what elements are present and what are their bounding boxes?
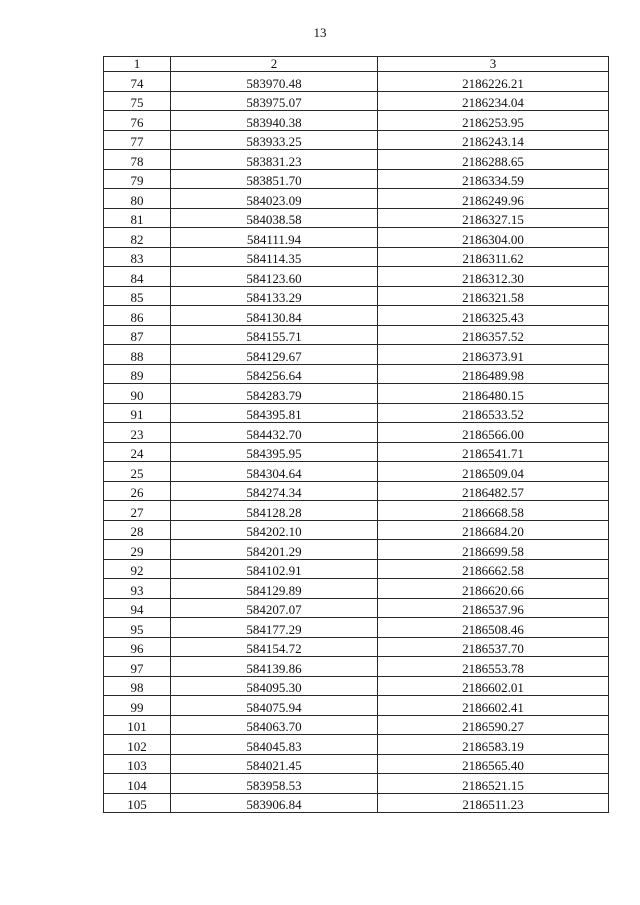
y-coordinate-cell: 2186288.65 <box>378 150 609 170</box>
y-coordinate-cell: 2186327.15 <box>378 208 609 228</box>
point-number-cell: 99 <box>104 696 171 716</box>
table-row <box>104 793 609 813</box>
column-header-1: 1 <box>104 57 171 72</box>
y-coordinate-cell: 2186508.46 <box>378 618 609 638</box>
point-number-cell: 81 <box>104 208 171 228</box>
x-coordinate-cell: 583851.70 <box>171 169 378 189</box>
point-number-cell: 78 <box>104 150 171 170</box>
y-coordinate-cell: 2186226.21 <box>378 72 609 92</box>
table-row <box>104 325 609 345</box>
point-number-cell: 88 <box>104 345 171 365</box>
x-coordinate-cell: 584114.35 <box>171 247 378 267</box>
point-number-cell: 83 <box>104 247 171 267</box>
y-coordinate-cell: 2186312.30 <box>378 267 609 287</box>
x-coordinate-cell: 584395.81 <box>171 403 378 423</box>
y-coordinate-cell: 2186590.27 <box>378 715 609 735</box>
table-row <box>104 540 609 560</box>
x-coordinate-cell: 583958.53 <box>171 774 378 794</box>
x-coordinate-cell: 584129.89 <box>171 579 378 599</box>
table-row <box>104 111 609 131</box>
column-header-2: 2 <box>171 57 378 72</box>
x-coordinate-cell: 584045.83 <box>171 735 378 755</box>
x-coordinate-cell: 584111.94 <box>171 228 378 248</box>
table-row <box>104 715 609 735</box>
page-number: 13 <box>313 25 327 40</box>
x-coordinate-cell: 584177.29 <box>171 618 378 638</box>
y-coordinate-cell: 2186521.15 <box>378 774 609 794</box>
x-coordinate-cell: 584130.84 <box>171 306 378 326</box>
x-coordinate-cell: 584283.79 <box>171 384 378 404</box>
y-coordinate-cell: 2186480.15 <box>378 384 609 404</box>
point-number-cell: 85 <box>104 286 171 306</box>
table-row <box>104 150 609 170</box>
point-number-cell: 90 <box>104 384 171 404</box>
x-coordinate-cell: 584123.60 <box>171 267 378 287</box>
x-coordinate-cell: 584432.70 <box>171 423 378 443</box>
y-coordinate-cell: 2186509.04 <box>378 462 609 482</box>
x-coordinate-cell: 584102.91 <box>171 559 378 579</box>
point-number-cell: 82 <box>104 228 171 248</box>
table-row <box>104 754 609 774</box>
table-row <box>104 520 609 540</box>
y-coordinate-cell: 2186304.00 <box>378 228 609 248</box>
table-row <box>104 696 609 716</box>
x-coordinate-cell: 584207.07 <box>171 598 378 618</box>
point-number-cell: 28 <box>104 520 171 540</box>
table-row <box>104 462 609 482</box>
y-coordinate-cell: 2186373.91 <box>378 345 609 365</box>
point-number-cell: 102 <box>104 735 171 755</box>
table-row <box>104 774 609 794</box>
x-coordinate-cell: 584063.70 <box>171 715 378 735</box>
table-row <box>104 579 609 599</box>
y-coordinate-cell: 2186602.41 <box>378 696 609 716</box>
x-coordinate-cell: 584154.72 <box>171 637 378 657</box>
table-row <box>104 130 609 150</box>
x-coordinate-cell: 583970.48 <box>171 72 378 92</box>
point-number-cell: 74 <box>104 72 171 92</box>
point-number-cell: 97 <box>104 657 171 677</box>
point-number-cell: 95 <box>104 618 171 638</box>
point-number-cell: 24 <box>104 442 171 462</box>
x-coordinate-cell: 584304.64 <box>171 462 378 482</box>
x-coordinate-cell: 584395.95 <box>171 442 378 462</box>
table-row <box>104 228 609 248</box>
point-number-cell: 23 <box>104 423 171 443</box>
x-coordinate-cell: 583831.23 <box>171 150 378 170</box>
table-row <box>104 384 609 404</box>
table-header-row <box>104 57 609 72</box>
table-row <box>104 559 609 579</box>
point-number-cell: 76 <box>104 111 171 131</box>
x-coordinate-cell: 584129.67 <box>171 345 378 365</box>
table-row <box>104 637 609 657</box>
table-row <box>104 676 609 696</box>
y-coordinate-cell: 2186699.58 <box>378 540 609 560</box>
x-coordinate-cell: 584095.30 <box>171 676 378 696</box>
table-row <box>104 208 609 228</box>
table-row <box>104 403 609 423</box>
point-number-cell: 91 <box>104 403 171 423</box>
y-coordinate-cell: 2186533.52 <box>378 403 609 423</box>
point-number-cell: 79 <box>104 169 171 189</box>
x-coordinate-cell: 583906.84 <box>171 793 378 813</box>
point-number-cell: 86 <box>104 306 171 326</box>
y-coordinate-cell: 2186489.98 <box>378 364 609 384</box>
y-coordinate-cell: 2186325.43 <box>378 306 609 326</box>
x-coordinate-cell: 584201.29 <box>171 540 378 560</box>
point-number-cell: 101 <box>104 715 171 735</box>
x-coordinate-cell: 584155.71 <box>171 325 378 345</box>
point-number-cell: 92 <box>104 559 171 579</box>
table-row <box>104 423 609 443</box>
point-number-cell: 94 <box>104 598 171 618</box>
point-number-cell: 29 <box>104 540 171 560</box>
point-number-cell: 93 <box>104 579 171 599</box>
y-coordinate-cell: 2186249.96 <box>378 189 609 209</box>
point-number-cell: 77 <box>104 130 171 150</box>
y-coordinate-cell: 2186553.78 <box>378 657 609 677</box>
y-coordinate-cell: 2186684.20 <box>378 520 609 540</box>
x-coordinate-cell: 584038.58 <box>171 208 378 228</box>
point-number-cell: 105 <box>104 793 171 813</box>
point-number-cell: 27 <box>104 501 171 521</box>
y-coordinate-cell: 2186511.23 <box>378 793 609 813</box>
table-row <box>104 247 609 267</box>
table-row <box>104 345 609 365</box>
x-coordinate-cell: 584133.29 <box>171 286 378 306</box>
table-row <box>104 618 609 638</box>
x-coordinate-cell: 584021.45 <box>171 754 378 774</box>
x-coordinate-cell: 584256.64 <box>171 364 378 384</box>
table-row <box>104 286 609 306</box>
y-coordinate-cell: 2186662.58 <box>378 559 609 579</box>
y-coordinate-cell: 2186565.40 <box>378 754 609 774</box>
y-coordinate-cell: 2186537.70 <box>378 637 609 657</box>
y-coordinate-cell: 2186668.58 <box>378 501 609 521</box>
point-number-cell: 89 <box>104 364 171 384</box>
table-row <box>104 481 609 501</box>
x-coordinate-cell: 583940.38 <box>171 111 378 131</box>
y-coordinate-cell: 2186620.66 <box>378 579 609 599</box>
table-row <box>104 267 609 287</box>
x-coordinate-cell: 584274.34 <box>171 481 378 501</box>
x-coordinate-cell: 584075.94 <box>171 696 378 716</box>
y-coordinate-cell: 2186357.52 <box>378 325 609 345</box>
table-row <box>104 598 609 618</box>
point-number-cell: 84 <box>104 267 171 287</box>
y-coordinate-cell: 2186334.59 <box>378 169 609 189</box>
point-number-cell: 103 <box>104 754 171 774</box>
y-coordinate-cell: 2186311.62 <box>378 247 609 267</box>
y-coordinate-cell: 2186537.96 <box>378 598 609 618</box>
y-coordinate-cell: 2186602.01 <box>378 676 609 696</box>
x-coordinate-cell: 583933.25 <box>171 130 378 150</box>
table-row <box>104 189 609 209</box>
point-number-cell: 96 <box>104 637 171 657</box>
x-coordinate-cell: 584202.10 <box>171 520 378 540</box>
x-coordinate-cell: 583975.07 <box>171 91 378 111</box>
table-row <box>104 72 609 92</box>
y-coordinate-cell: 2186482.57 <box>378 481 609 501</box>
table-row <box>104 306 609 326</box>
point-number-cell: 80 <box>104 189 171 209</box>
point-number-cell: 26 <box>104 481 171 501</box>
point-number-cell: 25 <box>104 462 171 482</box>
x-coordinate-cell: 584023.09 <box>171 189 378 209</box>
y-coordinate-cell: 2186253.95 <box>378 111 609 131</box>
y-coordinate-cell: 2186234.04 <box>378 91 609 111</box>
x-coordinate-cell: 584128.28 <box>171 501 378 521</box>
table-row <box>104 735 609 755</box>
y-coordinate-cell: 2186243.14 <box>378 130 609 150</box>
point-number-cell: 98 <box>104 676 171 696</box>
column-header-3: 3 <box>378 57 609 72</box>
y-coordinate-cell: 2186321.58 <box>378 286 609 306</box>
table-row <box>104 657 609 677</box>
table-row <box>104 501 609 521</box>
y-coordinate-cell: 2186541.71 <box>378 442 609 462</box>
table-row <box>104 91 609 111</box>
y-coordinate-cell: 2186583.19 <box>378 735 609 755</box>
coordinates-table <box>103 56 609 813</box>
x-coordinate-cell: 584139.86 <box>171 657 378 677</box>
table-body <box>104 72 609 813</box>
point-number-cell: 87 <box>104 325 171 345</box>
table-row <box>104 169 609 189</box>
table-row <box>104 364 609 384</box>
table-row <box>104 442 609 462</box>
y-coordinate-cell: 2186566.00 <box>378 423 609 443</box>
point-number-cell: 75 <box>104 91 171 111</box>
point-number-cell: 104 <box>104 774 171 794</box>
